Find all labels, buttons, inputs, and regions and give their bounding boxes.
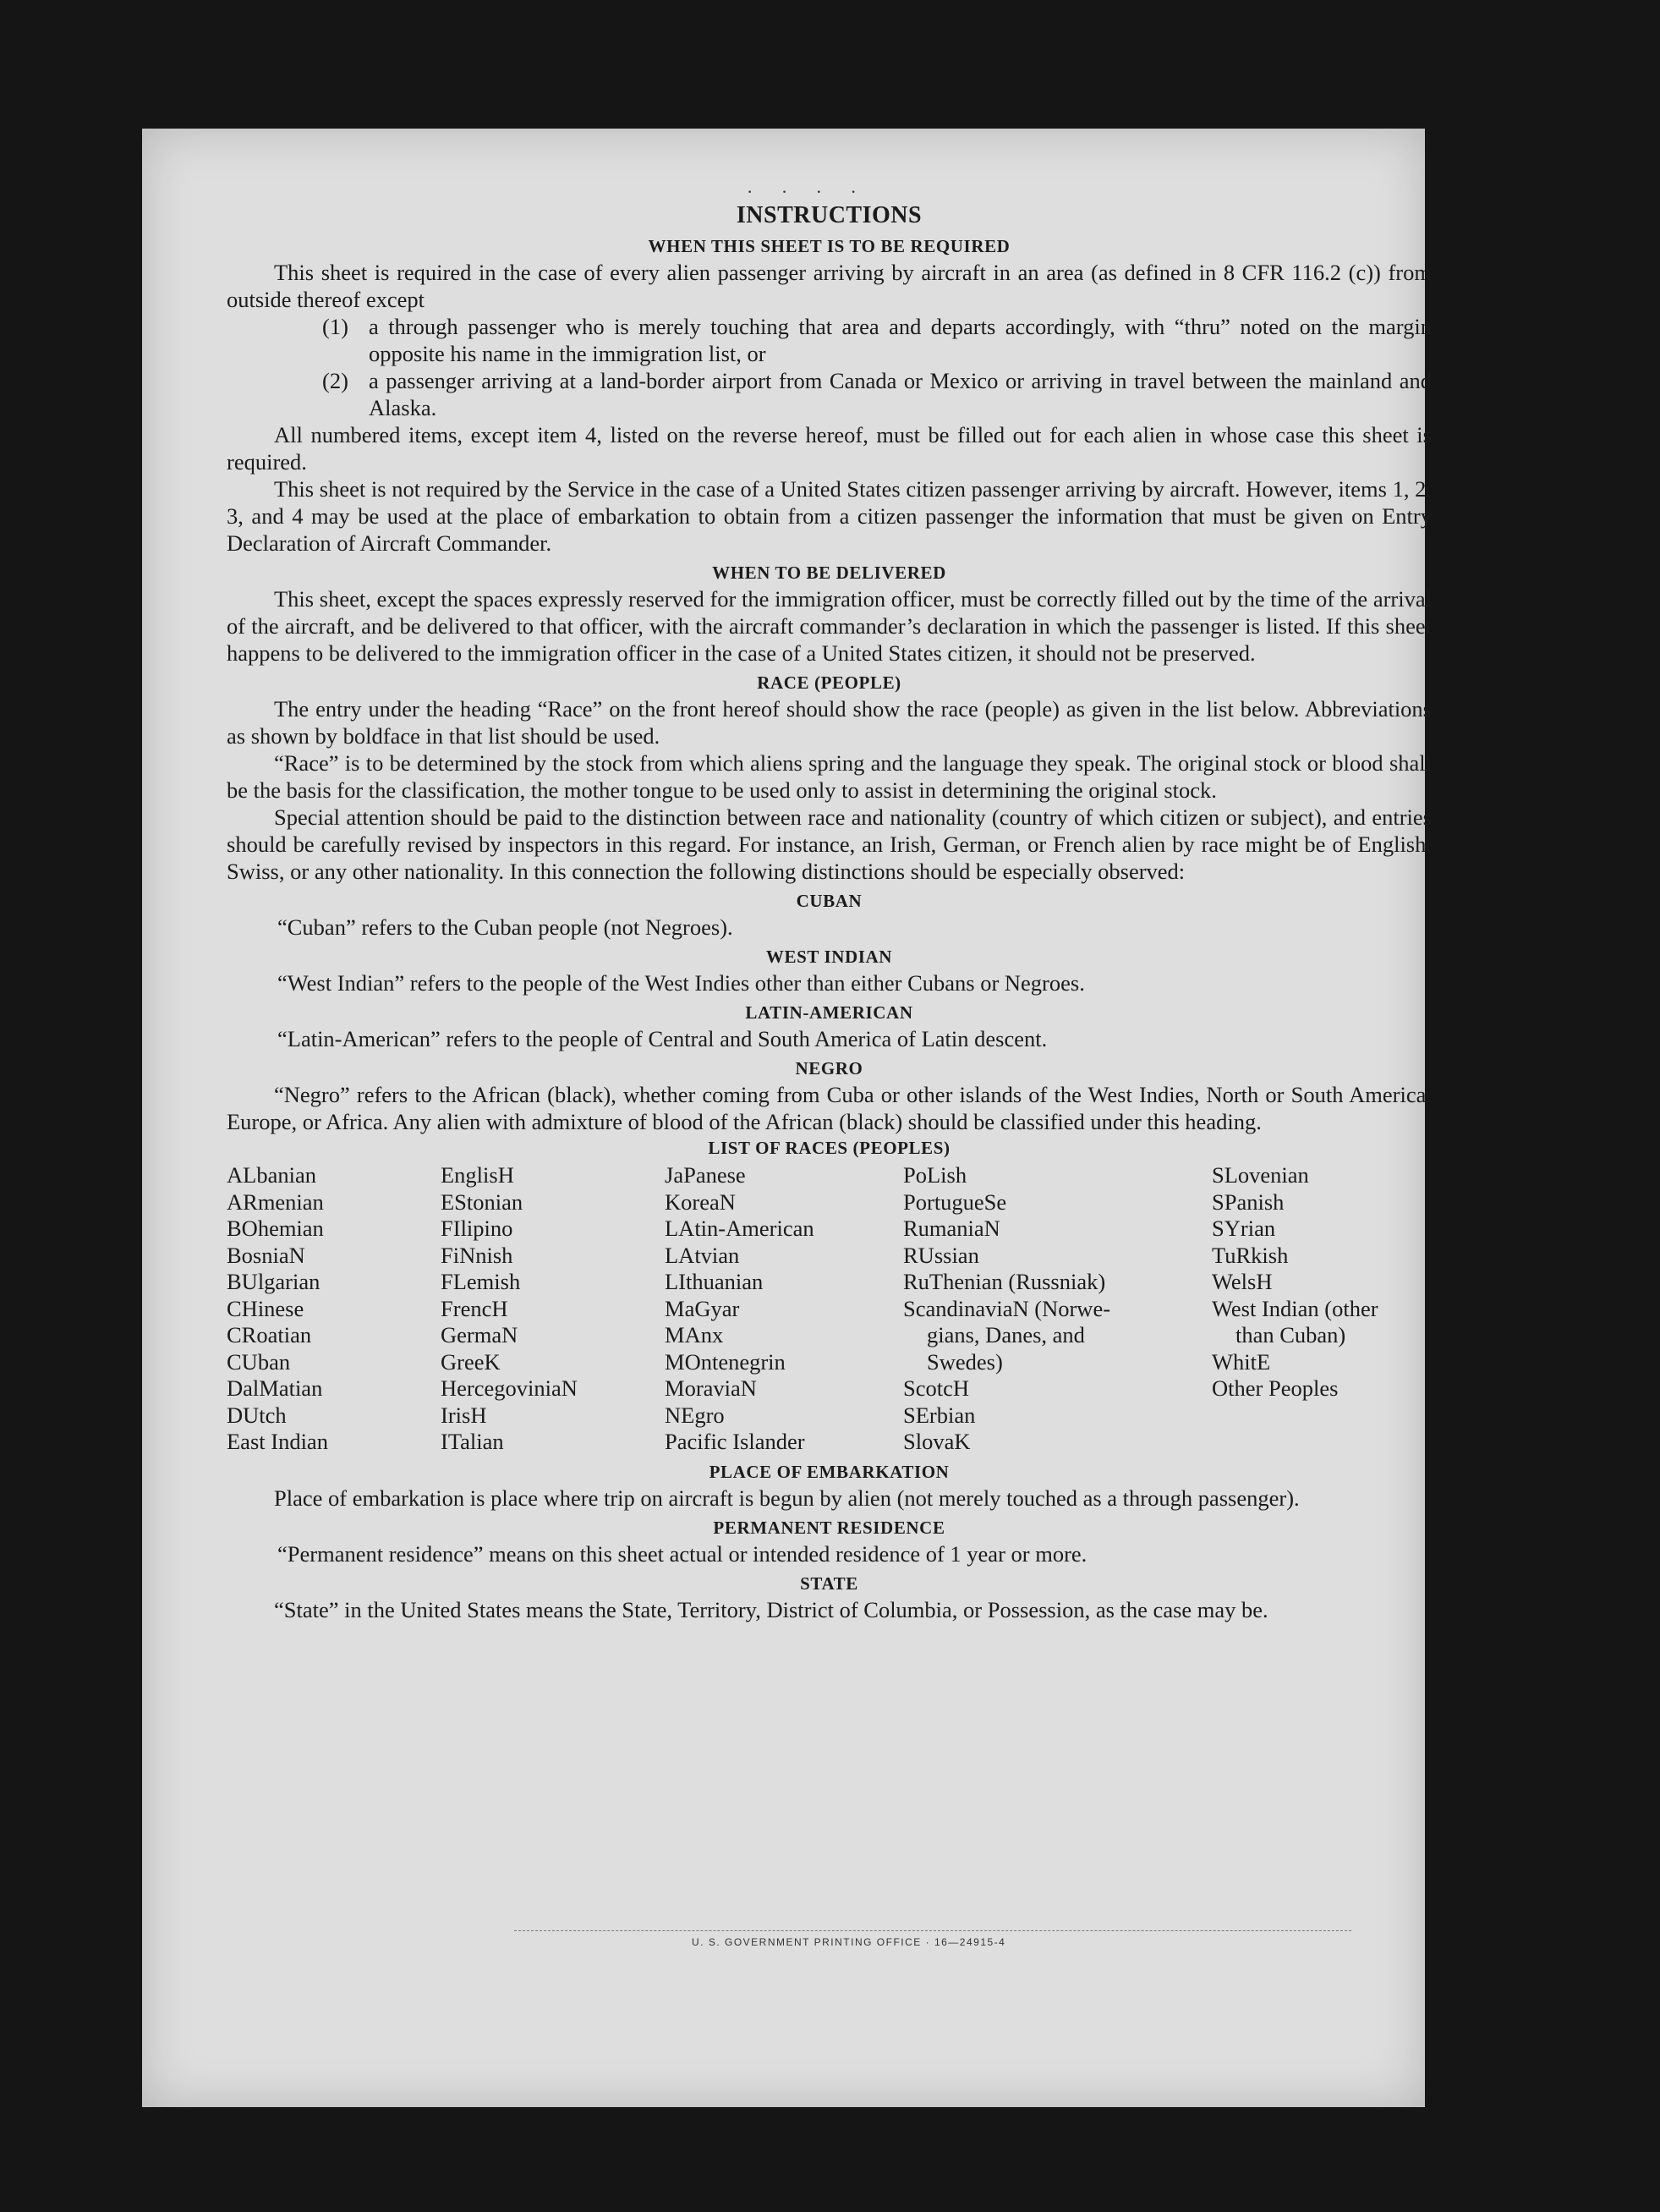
race-entry: FLemish xyxy=(441,1269,521,1294)
race-entry: BUlgarian xyxy=(227,1269,320,1294)
race-entry: DUtch xyxy=(227,1402,287,1428)
page-title: INSTRUCTIONS xyxy=(736,202,923,228)
race-column-1 xyxy=(227,1162,441,1456)
race-entry: MoraviaN xyxy=(665,1375,757,1401)
heading-state: STATE xyxy=(800,1573,858,1594)
race-list xyxy=(227,1162,1432,1456)
west-indian-definition: “West Indian” refers to the people of the West Indies other than either Cubans or Negroes. xyxy=(277,970,1085,996)
race-entry: LAtvian xyxy=(665,1242,740,1268)
exception-number: (2) xyxy=(322,368,348,393)
heading-latin-american: LATIN-AMERICAN xyxy=(745,1002,913,1023)
exception-number: (1) xyxy=(322,314,348,339)
race-column-2 xyxy=(441,1162,665,1456)
heading-when-required: WHEN THIS SHEET IS TO BE REQUIRED xyxy=(648,236,1011,256)
race-column-3 xyxy=(665,1162,903,1456)
race-entry: MAnx xyxy=(665,1322,724,1348)
footer-rule xyxy=(514,1930,1351,1931)
citizen-paragraph: This sheet is not required by the Service in the case of a United States citizen passenger arriving by aircraft. However, items 1, 2, 3, and 4 may be used at the place of embarkation to obtain from a citizen passenger the information that must be given on Entry Declaration of Aircraft Commander. xyxy=(227,476,1432,556)
race-entry: ScotcH xyxy=(903,1375,970,1401)
race-entry: ARmenian xyxy=(227,1188,324,1215)
race-column-5 xyxy=(1212,1162,1432,1456)
punch-marks: · · · · xyxy=(747,181,868,202)
exception-item-1 xyxy=(322,313,1432,367)
race-entry: gians, Danes, and xyxy=(927,1322,1085,1348)
race-entry: HercegoviniaN xyxy=(441,1375,578,1401)
race-entry: LIthuanian xyxy=(665,1269,764,1294)
race-entry: TuRkish xyxy=(1212,1242,1289,1268)
race-entry: PortugueSe xyxy=(903,1188,1007,1215)
race-entry: FrencH xyxy=(441,1295,508,1321)
required-intro: This sheet is required in the case of every alien passenger arriving by aircraft in an area (as defined in 8 CFR 116.2 (c)) from outside thereof except xyxy=(227,260,1432,312)
latin-american-definition: “Latin-American” refers to the people of Central and South America of Latin descent. xyxy=(277,1026,1048,1051)
race-entry: EStonian xyxy=(441,1188,523,1215)
heading-race: RACE (PEOPLE) xyxy=(757,672,901,693)
race-entry: EnglisH xyxy=(441,1162,514,1188)
residence-paragraph: “Permanent residence” means on this sheet actual or intended residence of 1 year or more. xyxy=(277,1540,1087,1567)
heading-when-delivered: WHEN TO BE DELIVERED xyxy=(712,563,946,583)
race-paragraph-1: The entry under the heading “Race” on the front hereof should show the race (people) as given in the list below. Abbreviations as shown by boldface in that list should be used. xyxy=(227,696,1432,749)
embarkation-paragraph: Place of embarkation is place where trip on aircraft is begun by alien (not merely touched as a through passenger). xyxy=(274,1485,1300,1511)
delivered-paragraph: This sheet, except the spaces expressly reserved for the immigration officer, must be correctly filled out by the time of the arrival of the aircraft, and be delivered to that officer, with the aircraft commander’s declaration in which the passenger is listed. If this sheet happens to be delivered to the immigration officer in the case of a United States citizen, it should not be preserved. xyxy=(227,586,1432,666)
state-paragraph: “State” in the United States means the State, Territory, District of Columbia, or Possession, as the case may be. xyxy=(274,1596,1268,1622)
heading-embarkation: PLACE OF EMBARKATION xyxy=(709,1461,950,1482)
heading-negro: NEGRO xyxy=(795,1058,863,1079)
race-entry: GermaN xyxy=(441,1322,518,1348)
race-entry: CUban xyxy=(227,1348,291,1375)
race-column-4 xyxy=(903,1162,1212,1456)
race-entry: than Cuban) xyxy=(1235,1322,1346,1348)
race-entry: West Indian (other xyxy=(1212,1295,1378,1321)
race-entry: FIlipino xyxy=(441,1216,513,1241)
race-entry: JaPanese xyxy=(665,1162,746,1188)
race-entry: RumaniaN xyxy=(903,1216,1000,1241)
race-entry: MOntenegrin xyxy=(665,1348,786,1375)
race-entry: SErbian xyxy=(903,1402,976,1428)
race-entry: LAtin-American xyxy=(665,1216,814,1241)
race-entry: WelsH xyxy=(1212,1269,1273,1294)
race-entry: Swedes) xyxy=(927,1348,1003,1375)
heading-permanent-residence: PERMANENT RESIDENCE xyxy=(713,1517,945,1538)
race-paragraph-3: Special attention should be paid to the distinction between race and nationality (country of which citizen or subject), and entries should be carefully revised by inspectors in this regard. For instance, an Irish, German, or French alien by race might be of English, Swiss, or any other nationality. In this connection the following distinctions should be especially observed: xyxy=(227,804,1432,884)
race-entry: ScandinaviaN (Norwe- xyxy=(903,1295,1111,1321)
cuban-definition: “Cuban” refers to the Cuban people (not Negroes). xyxy=(277,914,733,940)
negro-definition: “Negro” refers to the African (black), whether coming from Cuba or other islands of the West Indies, North or South America, Europe, or Africa. Any alien with admixture of blood of the African (black) should be classified under this heading. xyxy=(227,1082,1432,1134)
heading-list-of-races: LIST OF RACES (PEOPLES) xyxy=(708,1138,951,1158)
race-entry: SLovenian xyxy=(1212,1162,1309,1188)
race-paragraph-2: “Race” is to be determined by the stock from which aliens spring and the language they speak. The original stock or blood shall be the basis for the classification, the mother tongue to be used only to assist in determining the original stock. xyxy=(227,750,1432,803)
race-entry: WhitE xyxy=(1212,1348,1271,1375)
document-page xyxy=(142,129,1432,2107)
race-entry: CHinese xyxy=(227,1295,304,1321)
exception-text: a through passenger who is merely touching that area and departs accordingly, with “thru” noted on the margin opposite his name in the immigration list, or xyxy=(369,314,1432,366)
race-entry: NEgro xyxy=(665,1402,725,1428)
race-entry: GreeK xyxy=(441,1348,501,1375)
race-entry: Other Peoples xyxy=(1212,1375,1339,1401)
race-entry: SPanish xyxy=(1212,1188,1285,1215)
exception-item-2 xyxy=(322,367,1432,421)
race-entry: RUssian xyxy=(903,1242,979,1268)
race-entry: RuThenian (Russniak) xyxy=(903,1269,1106,1294)
race-entry: SlovaK xyxy=(903,1429,971,1454)
race-entry: BOhemian xyxy=(227,1216,324,1241)
race-entry: BosniaN xyxy=(227,1242,305,1268)
race-entry: FiNnish xyxy=(441,1242,513,1268)
instructions-content xyxy=(227,201,1432,1623)
race-entry: CRoatian xyxy=(227,1322,312,1348)
race-entry: Pacific Islander xyxy=(665,1429,805,1454)
heading-west-indian: WEST INDIAN xyxy=(765,947,893,967)
race-entry: PoLish xyxy=(903,1162,967,1188)
numbered-items-paragraph: All numbered items, except item 4, listed on the reverse hereof, must be filled out for each alien in whose case this sheet is required. xyxy=(227,422,1432,475)
race-entry: ITalian xyxy=(441,1429,504,1454)
race-entry: KoreaN xyxy=(665,1188,736,1215)
heading-cuban: CUBAN xyxy=(796,891,863,911)
race-entry: MaGyar xyxy=(665,1295,740,1321)
race-entry: East Indian xyxy=(227,1429,328,1454)
printer-imprint: U. S. GOVERNMENT PRINTING OFFICE · 16—24915-4 xyxy=(692,1936,1006,1948)
race-entry: SYrian xyxy=(1212,1216,1276,1241)
race-entry: ALbanian xyxy=(227,1162,316,1188)
exception-text: a passenger arriving at a land-border airport from Canada or Mexico or arriving in travel between the mainland and Alaska. xyxy=(369,368,1432,420)
race-entry: DalMatian xyxy=(227,1375,323,1401)
race-entry: IrisH xyxy=(441,1402,487,1428)
